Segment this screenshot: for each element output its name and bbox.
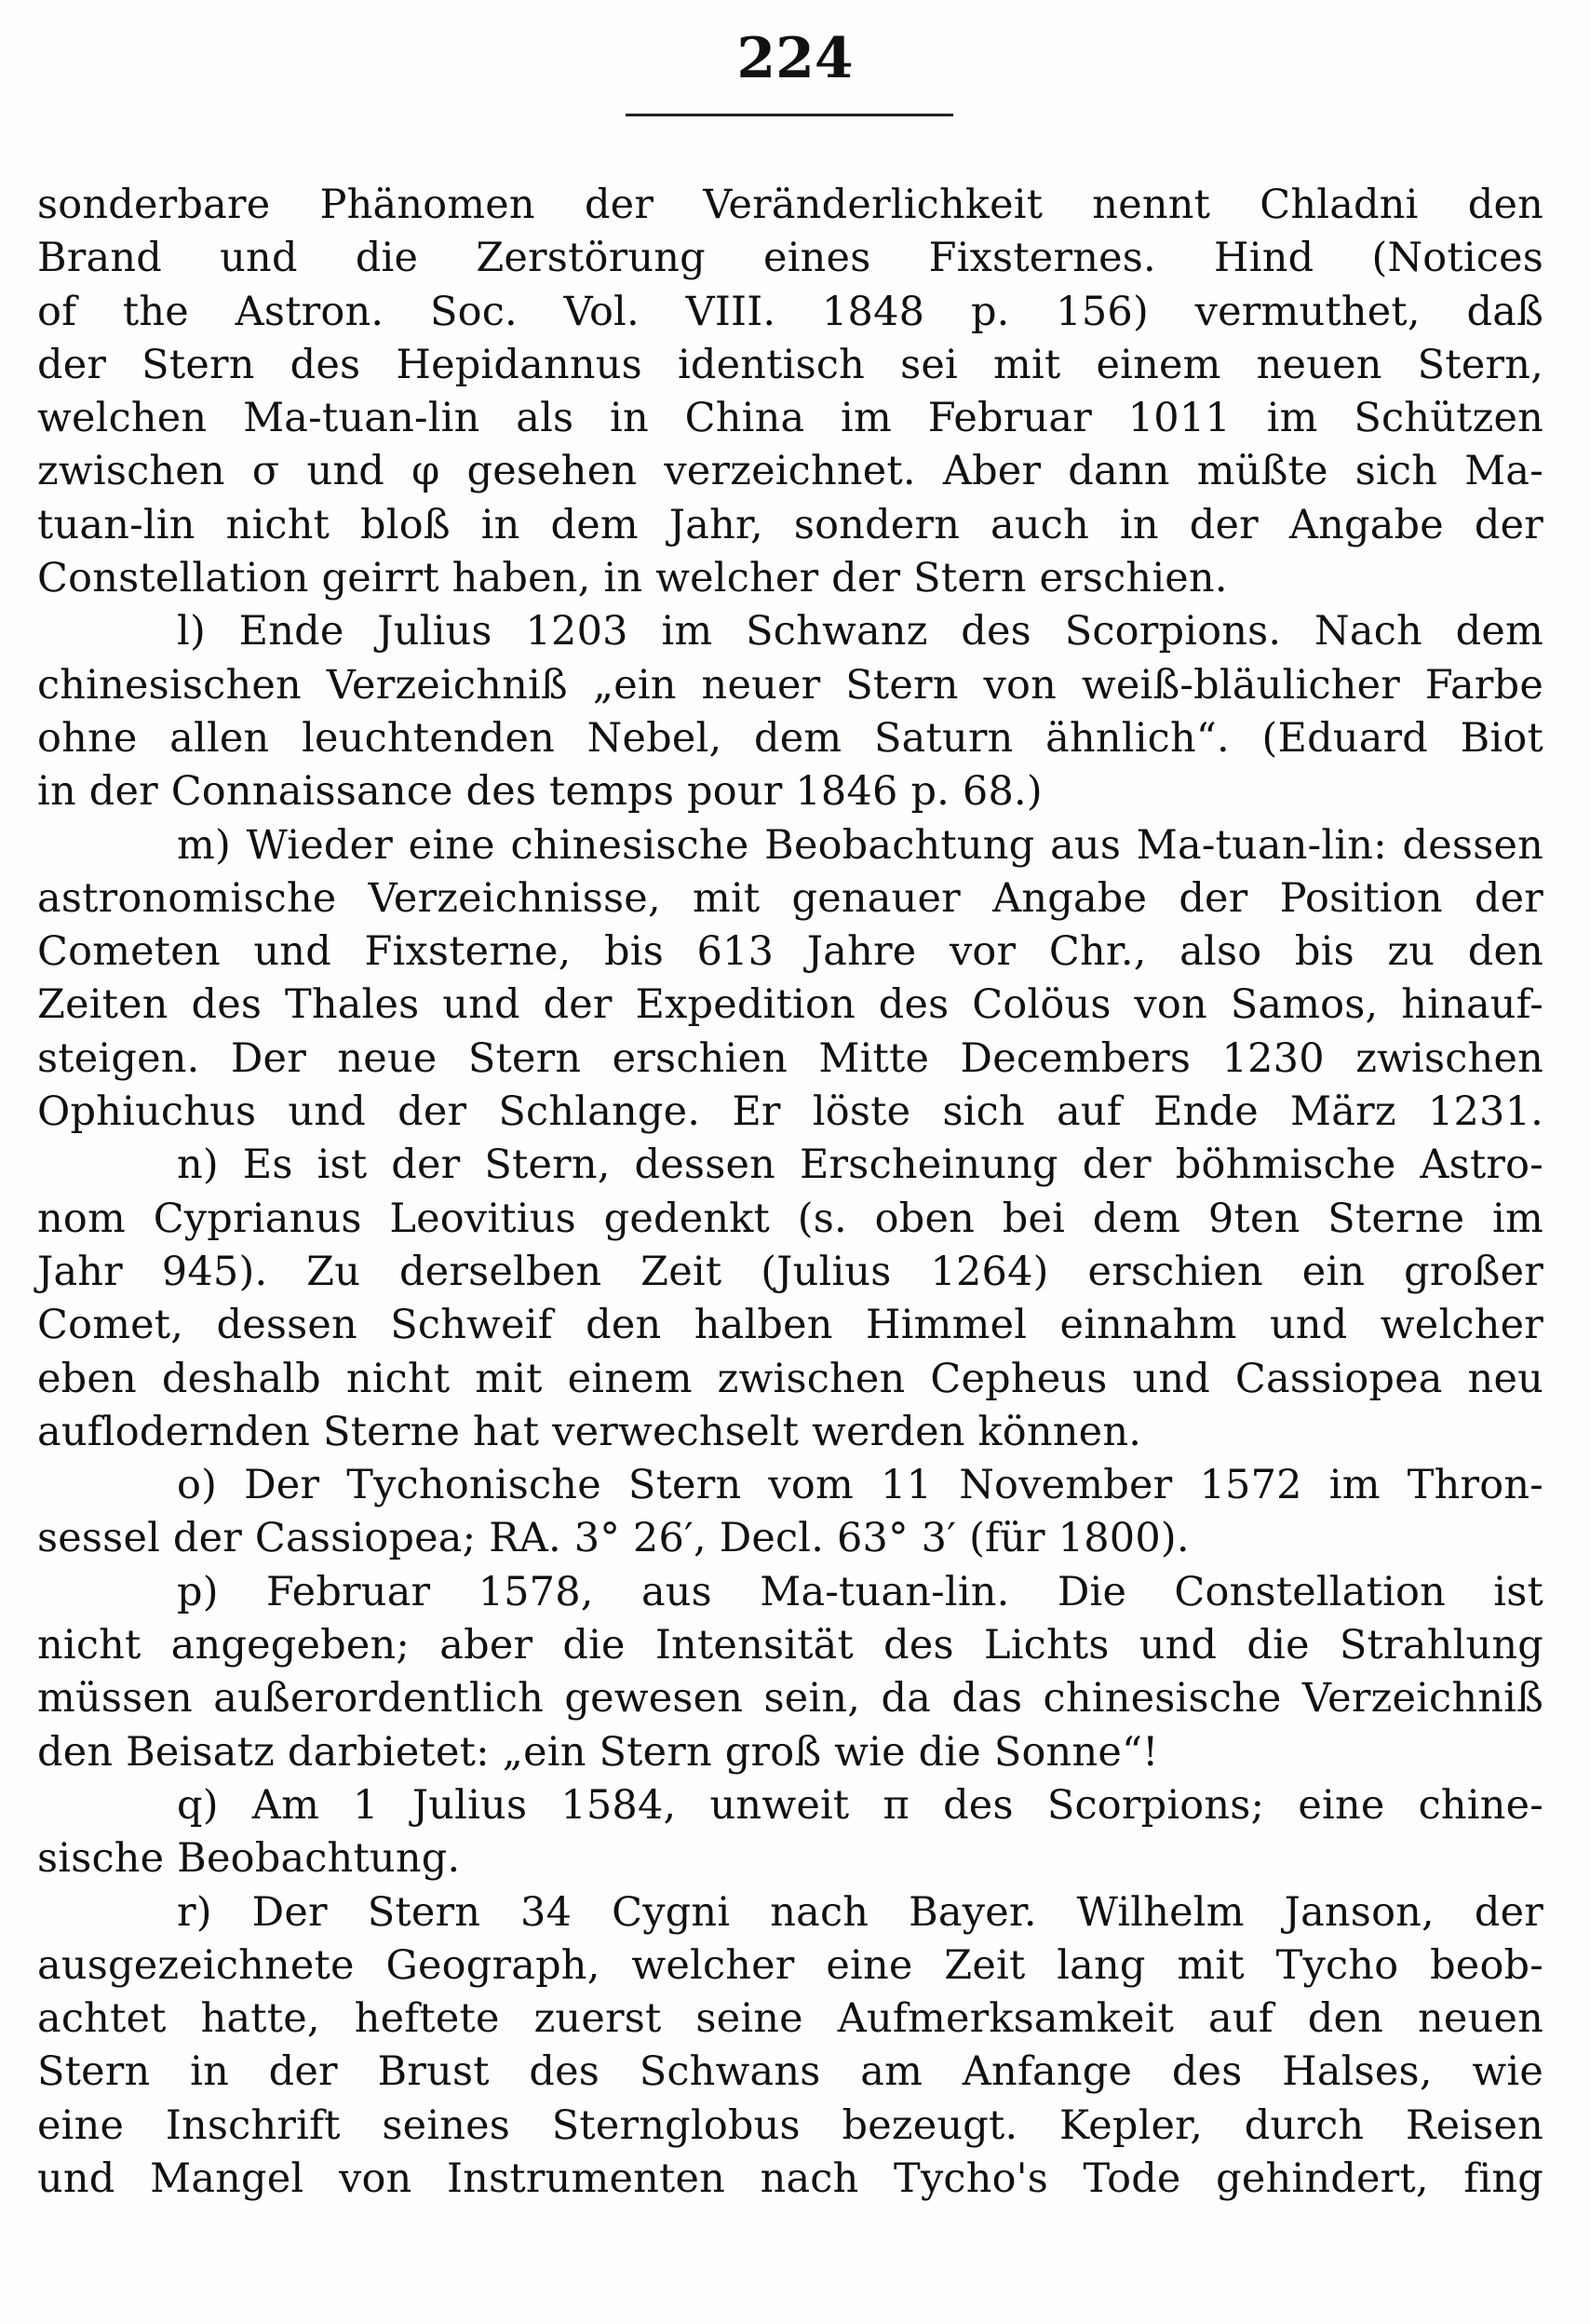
text-line: eben deshalb nicht mit einem zwischen Cepheus und Cassiopea neu [37,1355,1543,1402]
text-line: Jahr 945). Zu derselben Zeit (Julius 1264) erschien ein großer [37,1248,1543,1295]
text-line: Brand und die Zerstörung eines Fixsternes. Hind (Notices [37,235,1543,282]
text-line: Cometen und Fixsterne, bis 613 Jahre vor Chr., also bis zu den [37,928,1543,976]
paragraph-l-start: l) Ende Julius 1203 im Schwanz des Scorpions. Nach dem [177,608,1543,655]
text-line: Comet, dessen Schweif den halben Himmel einnahm und welcher [37,1302,1543,1349]
text-line: der Stern des Hepidannus identisch sei mit einem neuen Stern, [37,341,1543,388]
paragraph-p-start: p) Februar 1578, aus Ma-tuan-lin. Die Constellation ist [177,1568,1543,1615]
text-line: Zeiten des Thales und der Expedition des Colöus von Samos, hinauf- [37,981,1543,1029]
text-line: müssen außerordentlich gewesen sein, da das chinesische Verzeichniß [37,1675,1543,1723]
text-line: steigen. Der neue Stern erschien Mitte Decembers 1230 zwischen [37,1034,1543,1082]
paragraph-r-start: r) Der Stern 34 Cygni nach Bayer. Wilhelm Janson, der [177,1888,1543,1936]
text-line: nom Cyprianus Leovitius gedenkt (s. oben bei dem 9ten Sterne im [37,1195,1543,1242]
text-line: achtet hatte, heftete zuerst seine Aufmerksamkeit auf den neuen [37,1995,1543,2043]
text-line: auflodernden Sterne hat verwechselt werden können. [37,1408,1142,1455]
text-line: of the Astron. Soc. Vol. VIII. 1848 p. 156) vermuthet, daß [37,288,1543,335]
text-line: Ophiuchus und der Schlange. Er löste sich auf Ende März 1231. [37,1088,1543,1136]
text-line: tuan-lin nicht bloß in dem Jahr, sondern auch in der Angabe der [37,501,1543,548]
text-line: sische Beobachtung. [37,1835,461,1883]
text-line: nicht angegeben; aber die Intensität des Lichts und die Strahlung [37,1622,1543,1669]
text-line: zwischen σ und φ gesehen verzeichnet. Aber dann müßte sich Ma- [37,448,1543,495]
text-line: in der Connaissance des temps pour 1846 p. 68.) [37,768,1043,816]
paragraph-o-start: o) Der Tychonische Stern vom 11 November 1572 im Thron- [177,1462,1543,1509]
page-body-text [37,179,1543,2206]
header-rule [626,114,953,116]
text-line: chinesischen Verzeichniß „ein neuer Stern von weiß-bläulicher Farbe [37,661,1543,709]
paragraph-n-start: n) Es ist der Stern, dessen Erscheinung der böhmische Astro- [177,1142,1543,1189]
text-line: Constellation geirrt haben, in welcher der Stern erschien. [37,555,1228,602]
text-line: ohne allen leuchtenden Nebel, dem Saturn ähnlich“. (Eduard Biot [37,714,1543,762]
text-line: astronomische Verzeichnisse, mit genauer Angabe der Position der [37,874,1543,922]
text-line: welchen Ma-tuan-lin als in China im Februar 1011 im Schützen [37,395,1543,442]
text-line: den Beisatz darbietet: „ein Stern groß wie die Sonne“! [37,1728,1159,1776]
paragraph-m-start: m) Wieder eine chinesische Beobachtung aus Ma-tuan-lin: dessen [177,821,1543,869]
text-line: und Mangel von Instrumenten nach Tycho's Tode gehindert, fing [37,2155,1543,2202]
text-line: ausgezeichnete Geograph, welcher eine Zeit lang mit Tycho beob- [37,1941,1543,1989]
text-line: sonderbare Phänomen der Veränderlichkeit nennt Chladni den [37,182,1543,228]
text-line: eine Inschrift seines Sternglobus bezeugt. Kepler, durch Reisen [37,2101,1543,2149]
text-line: sessel der Cassiopea; RA. 3° 26′, Decl. 63° 3′ (für 1800). [37,1515,1190,1562]
text-line: Stern in der Brust des Schwans am Anfange des Halses, wie [37,2048,1543,2096]
paragraph-q-start: q) Am 1 Julius 1584, unweit π des Scorpions; eine chine- [177,1781,1543,1829]
page-number: 224 [736,26,854,91]
